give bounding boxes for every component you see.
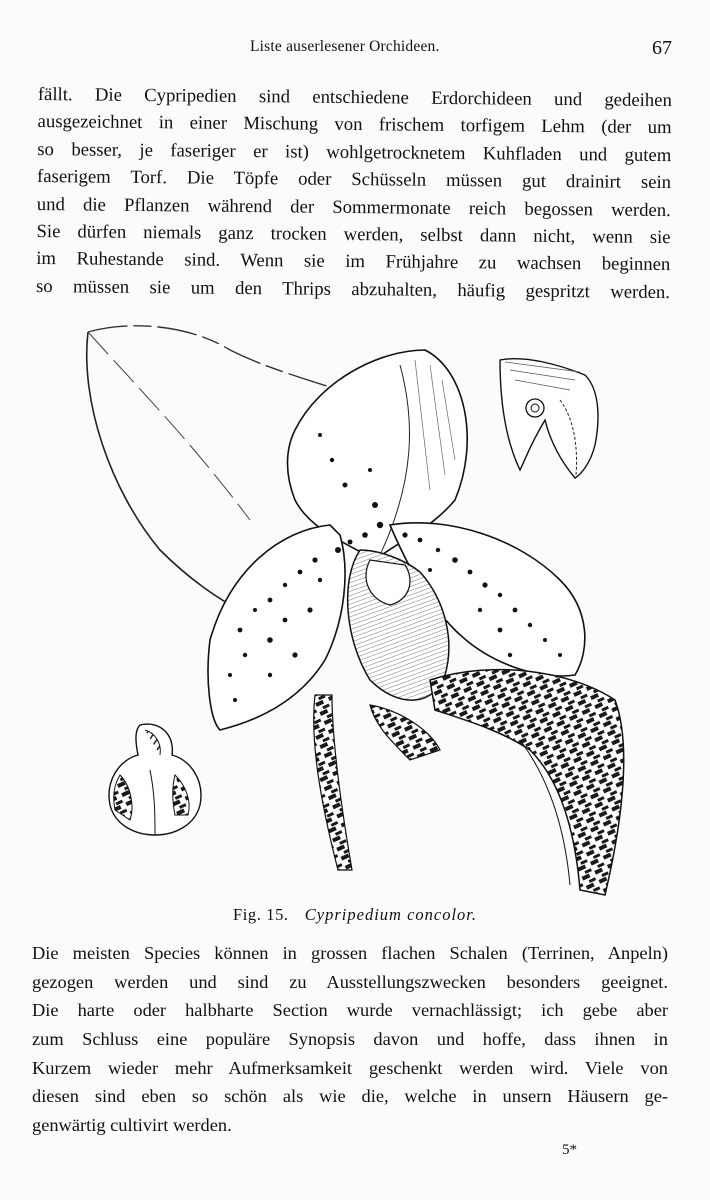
orchid-illustration (70, 310, 650, 900)
figure-species: Cypripedium concolor. (304, 905, 478, 924)
paragraph-top (36, 81, 672, 306)
text-line: so müssen sie um den Thrips abzuhalten, häufig gespritzt werden. (35, 275, 671, 303)
text-line: Die meisten Species können in grossen flachen Schalen (Terrinen, Anpeln) (32, 943, 668, 963)
text-line: so besser, je faseriger er ist) wohlgetrocknetem Kuhfladen und gutem (37, 138, 672, 166)
figure-caption (0, 905, 710, 925)
text-line: ausgezeichnet in einer Mischung von frischem torfigem Lehm (der um (37, 111, 672, 139)
text-line: Sie dürfen niemals ganz trocken werden, selbst dann nicht, wenn sie (36, 220, 671, 249)
mottled-leaf (430, 670, 624, 895)
text-line: genwärtig cultivirt werden. (32, 1115, 232, 1136)
text-line: Die harte oder halbharte Section wurde vernachlässigt; ich gebe aber (32, 1000, 668, 1021)
flower-stem (314, 695, 440, 870)
page-number: 67 (652, 37, 672, 59)
text-line: Kurzem wieder mehr Aufmerksamkeit geschenkt werden wird. Viele von (32, 1057, 668, 1078)
signature-mark: 5* (562, 1142, 577, 1158)
text-line: diesen sind eben so schön als wie die, welche in unsern Häusern ge- (32, 1086, 668, 1107)
text-line: gezogen werden und sind zu Ausstellungszwecken besonders geeignet. (32, 971, 668, 992)
running-head (0, 38, 710, 62)
text-line: im Ruhestande sind. Wenn sie im Frühjahre zu wachsen beginnen (36, 248, 671, 276)
text-line: fällt. Die Cypripedien sind entschiedene Erdorchideen und gedeihen (37, 83, 672, 112)
text-line: faserigem Torf. Die Töpfe oder Schüsseln müssen gut drainirt sein (36, 166, 672, 194)
flower-column-detail (100, 715, 210, 845)
figure-label: Fig. 15. (232, 905, 289, 924)
paragraph-bottom (32, 939, 668, 1140)
running-title: Liste auserlesener Orchideen. (250, 38, 440, 55)
flower-side-view (490, 350, 610, 480)
text-line: zum Schluss eine populäre Synopsis davon und hoffe, dass ihnen in (32, 1029, 668, 1050)
text-line: und die Pflanzen während der Sommermonate reich begossen werden. (36, 193, 671, 221)
